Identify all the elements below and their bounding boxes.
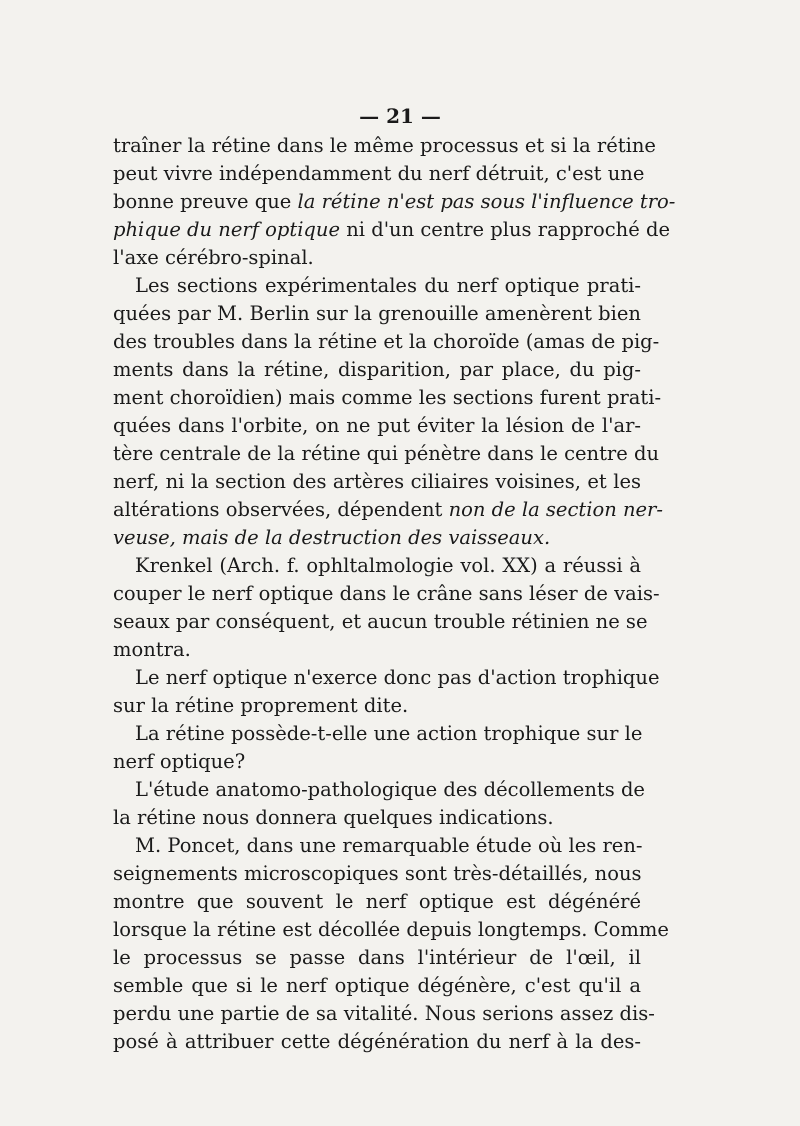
text-line bbox=[113, 776, 645, 804]
text-line bbox=[113, 720, 641, 748]
text-run: montra. bbox=[113, 638, 191, 661]
text-run: seaux par conséquent, et aucun trouble rétinien ne se bbox=[113, 610, 648, 633]
text-run: traîner la rétine dans le même processus et si la rétine bbox=[113, 134, 656, 157]
text-run: ment choroïdien) mais comme les sections furent prati- bbox=[113, 386, 662, 409]
text-line bbox=[113, 272, 641, 300]
text-run: le processus se passe dans l'intérieur de l'œil, il bbox=[113, 946, 641, 969]
text-line bbox=[113, 580, 660, 608]
page-number: — 21 — bbox=[359, 104, 441, 128]
text-run: bonne preuve que bbox=[113, 190, 298, 213]
text-run: nerf, ni la section des artères ciliaires voisines, et les bbox=[113, 470, 641, 493]
text-run: quées par M. Berlin sur la grenouille amenèrent bien bbox=[113, 302, 641, 325]
text-run: sur la rétine proprement dite. bbox=[113, 694, 409, 717]
text-run: posé à attribuer cette dégénération du nerf à la des- bbox=[113, 1030, 641, 1053]
text-run: La rétine possède-t-elle une action trophique sur le bbox=[135, 722, 643, 745]
text-line bbox=[113, 664, 660, 692]
text-line bbox=[113, 300, 641, 328]
text-line bbox=[113, 496, 663, 524]
text-line bbox=[113, 1028, 641, 1056]
text-line bbox=[113, 160, 645, 188]
text-line bbox=[113, 972, 641, 1000]
text-run: M. Poncet, dans une remarquable étude où les ren- bbox=[135, 834, 643, 857]
text-line bbox=[113, 636, 641, 664]
text-line bbox=[113, 888, 641, 916]
text-line bbox=[113, 748, 641, 776]
text-run: couper le nerf optique dans le crâne sans léser de vais- bbox=[113, 582, 660, 605]
text-line bbox=[113, 916, 669, 944]
text-line bbox=[113, 608, 648, 636]
text-line bbox=[113, 468, 641, 496]
text-run: la rétine nous donnera quelques indications. bbox=[113, 806, 554, 829]
text-run: perdu une partie de sa vitalité. Nous serions assez dis- bbox=[113, 1002, 655, 1025]
italic-run: la rétine n'est pas sous l'influence tro- bbox=[297, 190, 676, 213]
text-line bbox=[113, 1000, 655, 1028]
text-run: altérations observées, dépendent bbox=[113, 498, 449, 521]
text-line bbox=[113, 216, 670, 244]
text-run: nerf optique? bbox=[113, 750, 246, 773]
text-run: seignements microscopiques sont très-détaillés, nous bbox=[113, 862, 642, 885]
text-run: des troubles dans la rétine et la choroïde (amas de pig- bbox=[113, 330, 660, 353]
text-run: ments dans la rétine, disparition, par place, du pig- bbox=[113, 358, 641, 381]
text-line bbox=[113, 412, 641, 440]
text-line bbox=[113, 328, 660, 356]
text-line bbox=[113, 244, 641, 272]
text-line bbox=[113, 356, 641, 384]
text-line bbox=[113, 944, 641, 972]
text-run: semble que si le nerf optique dégénère, c'est qu'il a bbox=[113, 974, 641, 997]
text-line bbox=[113, 524, 641, 552]
text-line bbox=[113, 132, 656, 160]
text-run: l'axe cérébro-spinal. bbox=[113, 246, 314, 269]
text-run: tère centrale de la rétine qui pénètre dans le centre du bbox=[113, 442, 660, 465]
text-run: Le nerf optique n'exerce donc pas d'action trophique bbox=[135, 666, 660, 689]
italic-run: phique du nerf optique bbox=[113, 218, 341, 241]
text-line bbox=[113, 804, 641, 832]
text-line bbox=[113, 188, 676, 216]
text-run: montre que souvent le nerf optique est dégénéré bbox=[113, 890, 641, 913]
body-text bbox=[113, 132, 676, 1056]
text-line bbox=[113, 692, 641, 720]
text-line bbox=[113, 384, 662, 412]
text-run: peut vivre indépendamment du nerf détruit, c'est une bbox=[113, 162, 645, 185]
text-line bbox=[113, 552, 641, 580]
text-run: L'étude anatomo-pathologique des décollements de bbox=[135, 778, 645, 801]
text-run: quées dans l'orbite, on ne put éviter la lésion de l'ar- bbox=[113, 414, 641, 437]
text-run: Krenkel (Arch. f. ophltalmologie vol. XX) a réussi à bbox=[135, 554, 641, 577]
text-run: Les sections expérimentales du nerf optique prati- bbox=[135, 274, 641, 297]
italic-run: veuse, mais de la destruction des vaisseaux. bbox=[113, 526, 551, 549]
text-line bbox=[113, 832, 641, 860]
text-run: lorsque la rétine est décollée depuis longtemps. Comme bbox=[113, 918, 669, 941]
text-line bbox=[113, 440, 660, 468]
italic-run: non de la section ner- bbox=[448, 498, 663, 521]
text-line bbox=[113, 860, 641, 888]
text-run: ni d'un centre plus rapproché de bbox=[340, 218, 670, 241]
